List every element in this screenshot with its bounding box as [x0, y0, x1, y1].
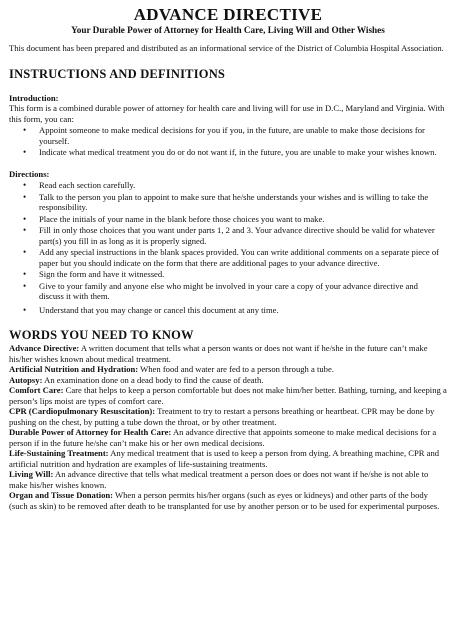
definition-term: Artificial Nutrition and Hydration:: [9, 364, 139, 375]
bullet-icon: •: [23, 213, 27, 224]
definition-item: [9, 427, 447, 448]
definition-text: An advance directive that appoints someone to make medical decisions for a person if in the future he/she can’t make his or her own medical decisions.: [9, 427, 437, 448]
definition-term: Durable Power of Attorney for Health Care:: [9, 427, 172, 438]
definition-term: Organ and Tissue Donation:: [9, 490, 114, 501]
definition-text: An examination done on a dead body to find the cause of death.: [42, 374, 264, 385]
definition-term: Life-Sustaining Treatment:: [9, 448, 109, 459]
list-item: • Add any special instructions in the blank spaces provided. You can write additional comments on a separate piece of paper but you should indicate on the form that there are additional pages to your advance directive.: [23, 247, 439, 268]
bullet-icon: •: [23, 304, 27, 315]
words-heading: WORDS YOU NEED TO KNOW: [9, 328, 194, 342]
definition-text: When a person permits his/her organs (such as eyes or kidneys) and other parts of the body (such as skin) to be removed after death to be transplanted for use by another person or to be used for experimental purposes.: [9, 490, 440, 511]
bullet-icon: •: [23, 247, 27, 258]
document-title: ADVANCE DIRECTIVE: [133, 5, 323, 24]
list-item: • Read each section carefully.: [23, 180, 136, 191]
bullet-icon: •: [23, 269, 27, 280]
list-item: • Understand that you may change or cancel this document at any time.: [23, 304, 279, 315]
bullet-icon: •: [23, 225, 27, 236]
definition-text: Care that helps to keep a person comfortable but does not make him/her better. Bathing, turning, and keeping a person’s lips moist are types of comfort care.: [9, 385, 447, 406]
definition-term: Advance Directive:: [9, 343, 80, 354]
definition-item: [9, 490, 447, 511]
definition-item: [9, 469, 447, 490]
list-item: • Indicate what medical treatment you do or do not want if, in the future, you are unable to make your wishes known.: [23, 147, 437, 158]
intro-paragraph: This document has been prepared and distributed as an informational service of the District of Columbia Hospital Association.: [9, 43, 444, 54]
bullet-icon: •: [23, 180, 27, 191]
definition-term: Living Will:: [9, 469, 54, 480]
list-item: • Place the initials of your name in the blank before those choices you want to make.: [23, 213, 325, 224]
definition-item: [9, 385, 447, 406]
definitions-list: [9, 343, 447, 511]
definition-item: [9, 448, 447, 469]
directions-list: [9, 180, 447, 315]
introduction-label: Introduction:: [9, 92, 59, 103]
definition-item: [9, 406, 447, 427]
list-item: • Talk to the person you plan to appoint to make sure that he/she understands your wishes and is willing to take the responsibility.: [23, 191, 429, 213]
instructions-heading: INSTRUCTIONS AND DEFINITIONS: [9, 66, 226, 81]
definition-item: [9, 343, 447, 364]
definition-term: Comfort Care:: [9, 385, 64, 396]
bullet-icon: •: [23, 280, 27, 291]
definition-item: [9, 375, 447, 385]
list-item: • Sign the form and have it witnessed.: [23, 269, 165, 280]
definition-term: CPR (Cardiopulmonary Resuscitation):: [9, 406, 156, 417]
definition-text: An advance directive that tells what medical treatment a person does or does not want if he/she is not able to make his/her wishes known.: [9, 469, 429, 490]
bullet-icon: •: [23, 147, 27, 158]
list-item: • Appoint someone to make medical decisions for you if you, in the future, are unable to make those decisions for yourself.: [23, 125, 425, 146]
definition-text: Any medical treatment that is used to keep a person from dying. A breathing machine, CPR and artificial nutrition and hydration are examples of life-sustaining treatments.: [9, 448, 440, 469]
definition-text: A written document that tells what a person wants or does not want if he/she in the future can’t make his/her wishes known about medical treatment.: [9, 343, 428, 364]
directions-label: Directions:: [9, 168, 50, 179]
introduction-list: [9, 125, 447, 157]
definition-text: Treatment to try to restart a persons breathing or heartbeat. CPR may be done by pushing on the chest, by putting a tube down the throat, or by other treatment.: [9, 406, 435, 427]
bullet-icon: •: [23, 125, 27, 136]
definition-term: Autopsy:: [9, 374, 43, 385]
list-item: • Give to your family and anyone else who might be involved in your care a copy of your advance directive and discuss it with them.: [23, 280, 418, 302]
document-subtitle: Your Durable Power of Attorney for Health Care, Living Will and Other Wishes: [71, 24, 385, 35]
list-item: • Fill in only those choices that you want under parts 1, 2 and 3. Your advance directive should be valid for whatever part(s) you fill in as long as it is properly signed.: [23, 225, 435, 246]
introduction-text: This form is a combined durable power of attorney for health care and living will for use in D.C., Maryland and Virginia. With this form, you can:: [9, 103, 445, 124]
definition-item: [9, 364, 447, 374]
bullet-icon: •: [23, 191, 27, 202]
definition-text: When food and water are fed to a person through a tube.: [138, 364, 334, 375]
